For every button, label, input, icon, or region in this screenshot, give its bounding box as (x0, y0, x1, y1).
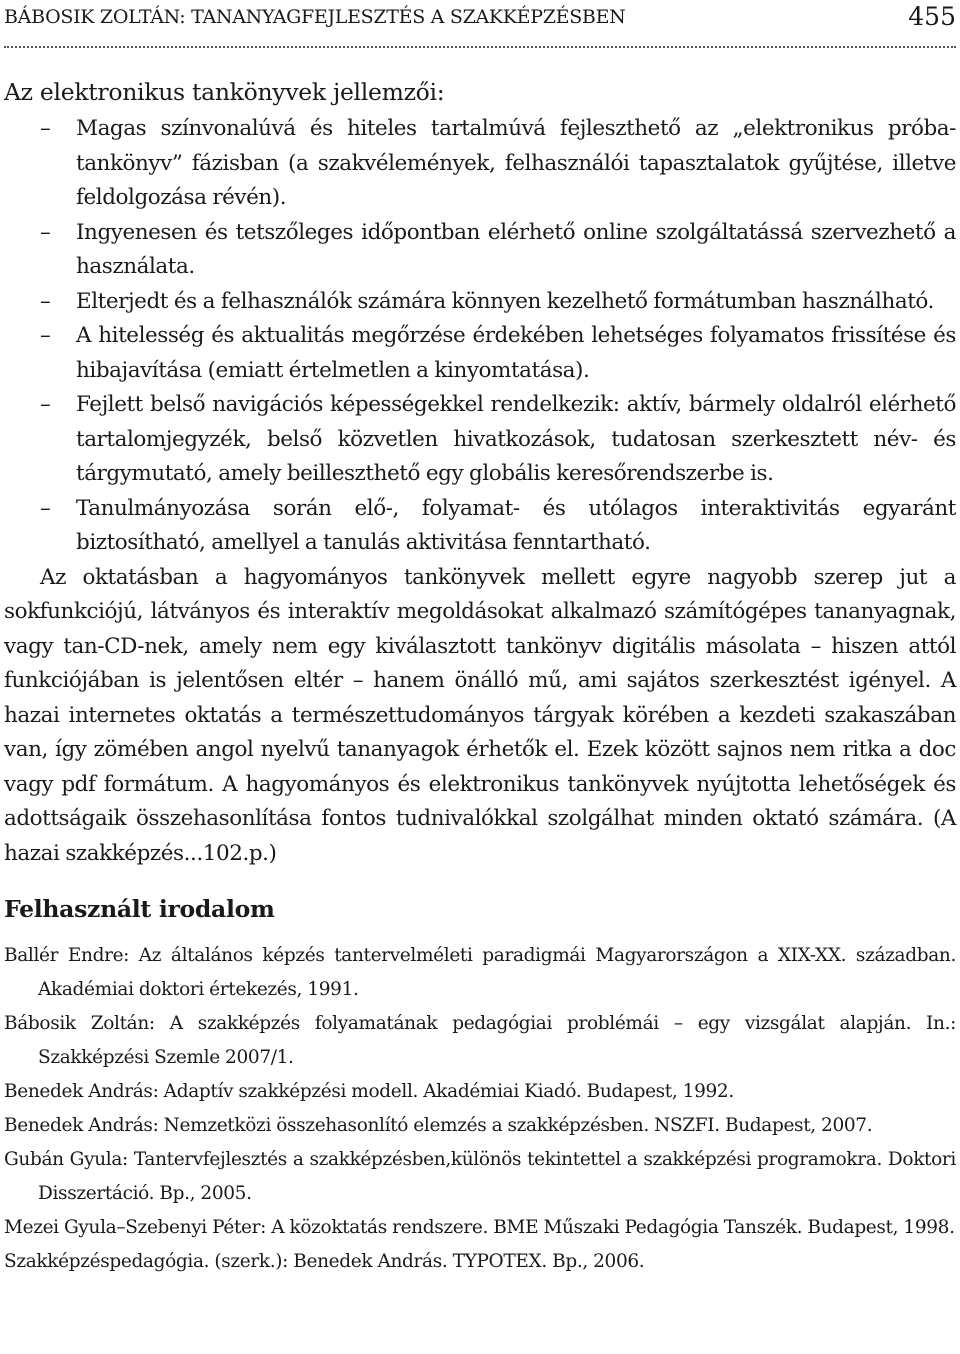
feature-item (4, 319, 956, 388)
running-title: BÁBOSIK ZOLTÁN: TANANYAGFEJLESZTÉS A SZAKKÉPZÉSBEN (4, 6, 626, 28)
references-heading: Felhasznált irodalom (4, 895, 275, 923)
feature-text: Elterjedt és a felhasználók számára könnyen kezelhető formátumban használható. (76, 288, 934, 314)
feature-list (4, 112, 956, 561)
feature-text: A hitelesség és aktualitás megőrzése érdekében lehetséges folyamatos frissítése és hibajavítása (emiatt értelmetlen a kinyomtatása). (76, 323, 956, 383)
bullet-dash: – (40, 392, 51, 417)
reference-item: Benedek András: Adaptív szakképzési modell. Akadémiai Kiadó. Budapest, 1992. (4, 1081, 734, 1102)
reference-item: Gubán Gyula: Tantervfejlesztés a szakképzésben,különös tekintettel a szakképzési programokra. Doktori Disszertáció. Bp., 2005. (4, 1149, 956, 1204)
reference-item: Bábosik Zoltán: A szakképzés folyamatának pedagógiai problémái – egy vizsgálat alapján. In.: Szakképzési Szemle 2007/1. (4, 1013, 956, 1068)
feature-text: Fejlett belső navigációs képességekkel rendelkezik: aktív, bármely oldalról elérhető tartalomjegyzék, belső közvetlen hivatkozások, tudatosan szerkesztett név- és tárgymutató, amely beilleszthető egy globális keresőrendszerbe is. (76, 392, 956, 486)
feature-item (4, 216, 956, 285)
feature-text: Magas színvonalúvá és hiteles tartalmúvá fejleszthető az „elektronikus próba-tankönyv” fázisban (a szakvélemények, felhasználói tapasztalatok gyűjtése, illetve feldolgozása révén). (76, 116, 956, 210)
bullet-dash: – (40, 323, 51, 348)
body-paragraph: Az oktatásban a hagyományos tankönyvek mellett egyre nagyobb szerep jut a sokfunkciójú, látványos és interaktív megoldásokat alkalmazó számítógépes tananyagnak, vagy tan-CD-nek, amely nem egy kiválasztott tankönyv digitális másolata – hiszen attól funkciójában is jelentősen eltér – hanem önálló mű, ami sajátos szerkesztést igényel. A hazai internetes oktatás a természettudományos tárgyak körében a kezdeti szakaszában van, így zömében angol nyelvű tananyagok érhetők el. Ezek között sajnos nem ritka a doc vagy pdf formátum. A hagyományos és elektronikus tankönyvek nyújtotta lehetőségek és adottságaik összehasonlítása fontos tudnivalókkal szolgálhat minden oktató számára. (A hazai szakképzés...102.p.) (4, 564, 956, 866)
feature-text: Ingyenesen és tetszőleges időpontban elérhető online szolgáltatássá szervezhető a használata. (76, 219, 956, 279)
feature-item (4, 285, 956, 320)
feature-item (4, 492, 956, 561)
running-header (4, 0, 956, 48)
section-title: Az elektronikus tankönyvek jellemzői: (4, 78, 445, 106)
bullet-dash: – (40, 288, 51, 314)
bullet-dash: – (40, 116, 51, 141)
reference-item: Benedek András: Nemzetközi összehasonlító elemzés a szakképzésben. NSZFI. Budapest, 2007. (4, 1115, 873, 1136)
page-number: 455 (908, 2, 956, 31)
reference-item: Szakképzéspedagógia. (szerk.): Benedek András. TYPOTEX. Bp., 2006. (4, 1251, 645, 1272)
reference-list (4, 939, 956, 1279)
document-page (4, 0, 956, 1279)
bullet-dash: – (40, 219, 51, 245)
reference-item: Ballér Endre: Az általános képzés tantervelméleti paradigmái Magyarországon a XIX-XX. században. Akadémiai doktori értekezés, 1991. (4, 945, 956, 1000)
bullet-dash: – (40, 495, 51, 521)
feature-item (4, 388, 956, 492)
feature-item (4, 112, 956, 216)
reference-item: Mezei Gyula–Szebenyi Péter: A közoktatás rendszere. BME Műszaki Pedagógia Tanszék. Budapest, 1998. (4, 1217, 955, 1238)
feature-text: Tanulmányozása során elő-, folyamat- és utólagos interaktivitás egyaránt biztosítható, amellyel a tanulás aktivitása fenntartható. (76, 495, 956, 555)
